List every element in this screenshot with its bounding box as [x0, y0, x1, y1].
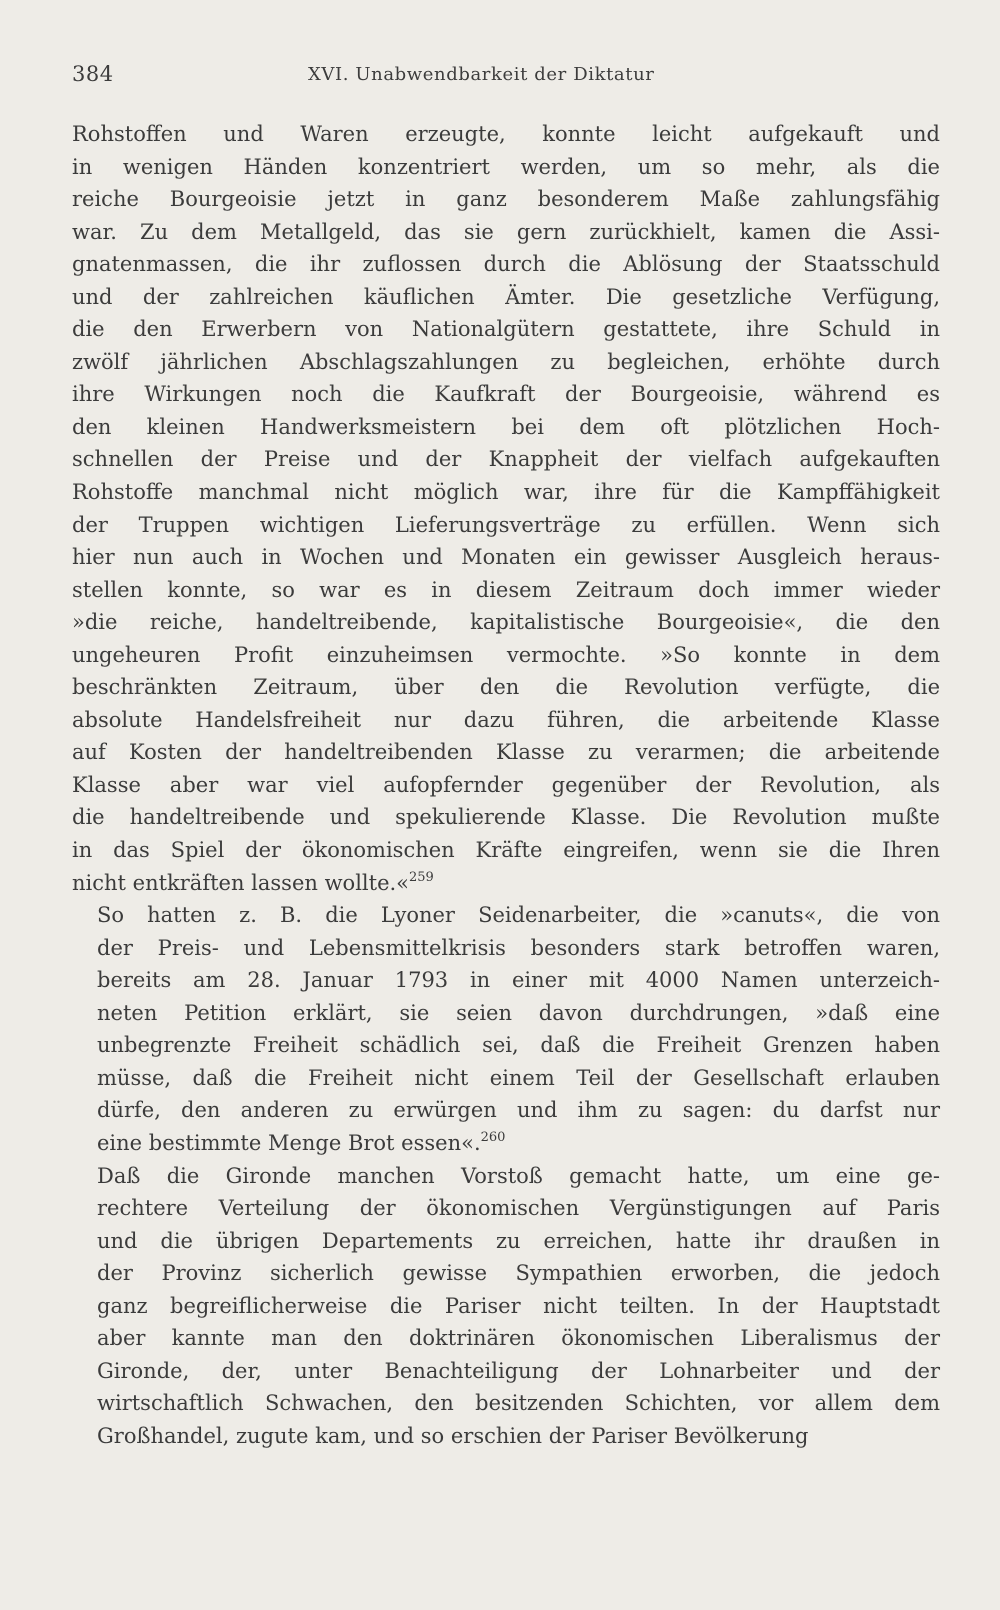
- text-line: rechtere Verteilung der ökonomischen Vergünstigungen auf Paris: [97, 1196, 940, 1221]
- text-line: Daß die Gironde manchen Vorstoß gemacht hatte, um eine ge-: [97, 1163, 940, 1188]
- text-line: müsse, daß die Freiheit nicht einem Teil der Gesellschaft erlauben: [97, 1065, 940, 1090]
- text-line: Rohstoffe manchmal nicht möglich war, ihre für die Kampffähigkeit: [72, 480, 940, 505]
- text-line: auf Kosten der handeltreibenden Klasse zu verarmen; die arbeitende: [72, 740, 940, 765]
- text-line: der Provinz sicherlich gewisse Sympathien erworben, die jedoch: [97, 1261, 940, 1286]
- text-line: ihre Wirkungen noch die Kaufkraft der Bourgeoisie, während es: [72, 382, 940, 407]
- paragraph: [72, 899, 940, 1159]
- footnote-marker: 260: [480, 1129, 506, 1145]
- running-head: [72, 62, 940, 92]
- text-line: neten Petition erklärt, sie seien davon durchdrungen, »daß eine: [97, 1000, 940, 1025]
- text-line: und die übrigen Departements zu erreichen, hatte ihr draußen in: [97, 1228, 940, 1253]
- text-line: die den Erwerbern von Nationalgütern gestattete, ihre Schuld in: [72, 317, 940, 342]
- page-number: 384: [72, 62, 114, 86]
- text-line: gnatenmassen, die ihr zuflossen durch die Ablösung der Staatsschuld: [72, 252, 940, 277]
- paragraph: [72, 118, 940, 899]
- text-line: »die reiche, handeltreibende, kapitalistische Bourgeoisie«, die den: [72, 610, 940, 635]
- text-line: war. Zu dem Metallgeld, das sie gern zurückhielt, kamen die Assi-: [72, 219, 940, 244]
- text-line: reiche Bourgeoisie jetzt in ganz besonderem Maße zahlungsfähig: [72, 187, 940, 212]
- text-line: eine bestimmte Menge Brot essen«.$^{260}$: [97, 1129, 506, 1155]
- text-line: absolute Handelsfreiheit nur dazu führen, die arbeitende Klasse: [72, 707, 940, 732]
- paragraph: [72, 1160, 940, 1453]
- text-line: ungeheuren Profit einzuheimsen vermochte. »So konnte in dem: [72, 642, 940, 667]
- text-line: in das Spiel der ökonomischen Kräfte eingreifen, wenn sie die Ihren: [72, 838, 940, 863]
- text-line: der Truppen wichtigen Lieferungsverträge zu erfüllen. Wenn sich: [72, 512, 940, 537]
- text-line: dürfe, den anderen zu erwürgen und ihm zu sagen: du darfst nur: [97, 1098, 940, 1123]
- text-line: aber kannte man den doktrinären ökonomischen Liberalismus der: [97, 1326, 940, 1351]
- text-line: unbegrenzte Freiheit schädlich sei, daß die Freiheit Grenzen haben: [97, 1033, 940, 1058]
- text-line: der Preis- und Lebensmittelkrisis besonders stark betroffen waren,: [97, 935, 940, 960]
- text-line: Großhandel, zugute kam, und so erschien der Pariser Bevölkerung: [97, 1423, 809, 1448]
- text-line: in wenigen Händen konzentriert werden, um so mehr, als die: [72, 154, 940, 179]
- text-line: die handeltreibende und spekulierende Klasse. Die Revolution mußte: [72, 805, 940, 830]
- text-line: hier nun auch in Wochen und Monaten ein gewisser Ausgleich heraus-: [72, 545, 940, 570]
- footnote-marker: 259: [409, 869, 434, 885]
- text-line: bereits am 28. Januar 1793 in einer mit 4000 Namen unterzeich-: [97, 968, 940, 993]
- text-line: und der zahlreichen käuflichen Ämter. Die gesetzliche Verfügung,: [72, 284, 940, 309]
- text-line: nicht entkräften lassen wollte.«$^{259}$: [72, 869, 434, 895]
- text-line: ganz begreiflicherweise die Pariser nicht teilten. In der Hauptstadt: [97, 1293, 940, 1318]
- text-line: Gironde, der, unter Benachteiligung der Lohnarbeiter und der: [97, 1358, 940, 1383]
- body-text: [72, 118, 940, 1452]
- chapter-title: XVI. Unabwendbarkeit der Diktatur: [308, 64, 655, 85]
- text-line: stellen konnte, so war es in diesem Zeitraum doch immer wieder: [72, 577, 940, 602]
- text-line: wirtschaftlich Schwachen, den besitzenden Schichten, vor allem dem: [97, 1391, 940, 1416]
- text-line: zwölf jährlichen Abschlagszahlungen zu begleichen, erhöhte durch: [72, 349, 940, 374]
- text-line: beschränkten Zeitraum, über den die Revolution verfügte, die: [72, 675, 940, 700]
- text-line: So hatten z. B. die Lyoner Seidenarbeiter, die »canuts«, die von: [97, 903, 940, 928]
- text-line: Klasse aber war viel aufopfernder gegenüber der Revolution, als: [72, 772, 940, 797]
- text-line: Rohstoffen und Waren erzeugte, konnte leicht aufgekauft und: [72, 122, 940, 146]
- text-line: schnellen der Preise und der Knappheit der vielfach aufgekauften: [72, 447, 940, 472]
- text-line: den kleinen Handwerksmeistern bei dem oft plötzlichen Hoch-: [72, 414, 940, 439]
